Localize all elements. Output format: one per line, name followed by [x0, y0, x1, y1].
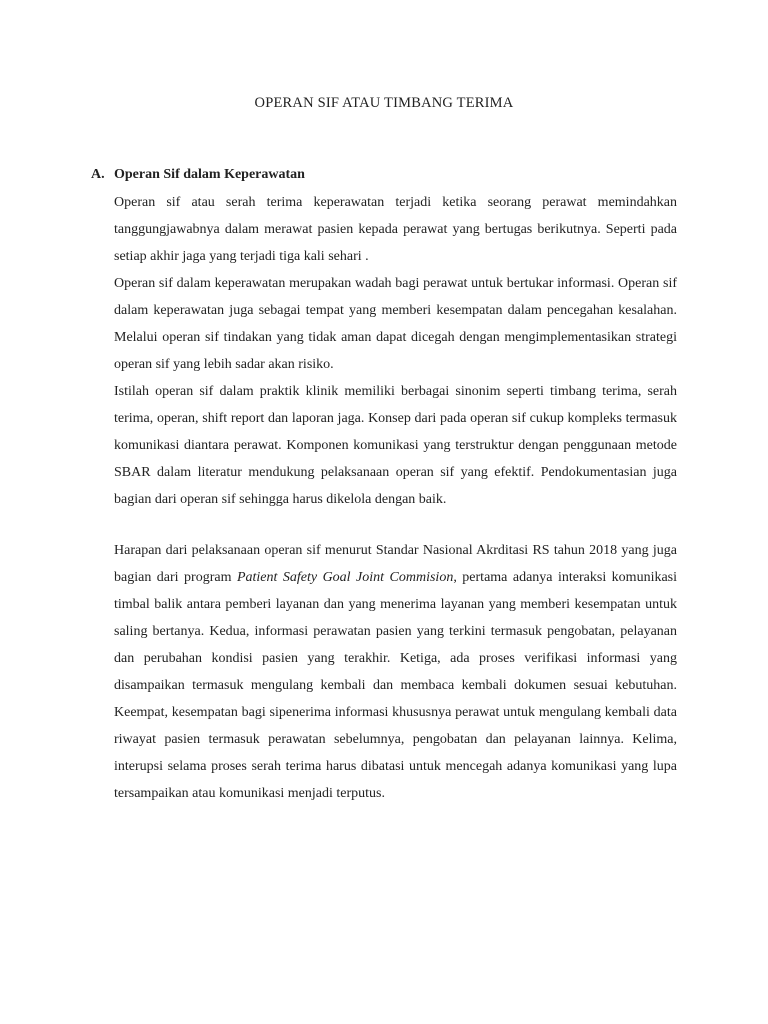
program-name: Patient Safety Goal Joint Commision: [236, 570, 454, 585]
paragraph-4-text-end: , pertama adanya interaksi komunikasi timbal balik antara pemberi layanan dan yang menerima layanan yang memberi kesempatan untuk saling bertanya. Kedua, informasi perawatan pasien yang terkini termasuk pengobatan, pelayanan dan perubahan kondisi pasien yang terakhir. Ketiga, ada proses verifikasi informasi yang disampaikan termasuk mengulang kembali dan membaca kembali dokumen sesuai kebutuhan. Keempat, kesempatan bagi sipenerima informasi khususnya perawat untuk mengulang kembali data riwayat pasien termasuk perawatan sebelumnya, pengobatan dan pelayanan lainnya. Kelima, interupsi selama proses serah terima harus dibatasi untuk mencegah adanya komunikasi yang lupa tersampaikan atau komunikasi menjadi terputus.: [114, 570, 678, 801]
paragraph-3: Istilah operan sif dalam praktik klinik memiliki berbagai sinonim seperti timbang terima, serah terima, operan, shift report dan laporan jaga. Konsep dari pada operan sif cukup kompleks termasuk komunikasi diantara perawat. Komponen komunikasi yang terstruktur dengan penggunaan metode SBAR dalam literatur mendukung pelaksanaan operan sif yang efektif. Pendokumentasian juga bagian dari operan sif sehingga harus dikelola dengan baik.: [114, 384, 677, 507]
document-title: OPERAN SIF ATAU TIMBANG TERIMA: [254, 95, 514, 111]
section-heading-text: Operan Sif dalam Keperawatan: [114, 167, 305, 182]
paragraph-1: Operan sif atau serah terima keperawatan terjadi ketika seorang perawat memindahkan tanggungjawabnya dalam merawat pasien kepada perawat yang bertugas berikutnya. Seperti pada setiap akhir jaga yang terjadi tiga kali sehari .: [114, 195, 677, 264]
section-body: [114, 189, 677, 513]
section-marker: A.: [91, 167, 105, 182]
section-body-continued: [114, 537, 677, 807]
paragraph-4: [114, 537, 677, 807]
section-heading: [91, 165, 691, 185]
paragraph-4-text-start: Harapan dari pelaksanaan operan sif menurut Standar Nasional Akrditasi RS tahun 2018 yang juga bagian dari program: [114, 543, 677, 585]
paragraph-2: Operan sif dalam keperawatan merupakan wadah bagi perawat untuk bertukar informasi. Operan sif dalam keperawatan juga sebagai tempat yang memberi kesempatan dalam pencegahan kesalahan. Melalui operan sif tindakan yang tidak aman dapat dicegah dengan mengimplementasikan strategi operan sif yang lebih sadar akan risiko.: [114, 276, 677, 372]
